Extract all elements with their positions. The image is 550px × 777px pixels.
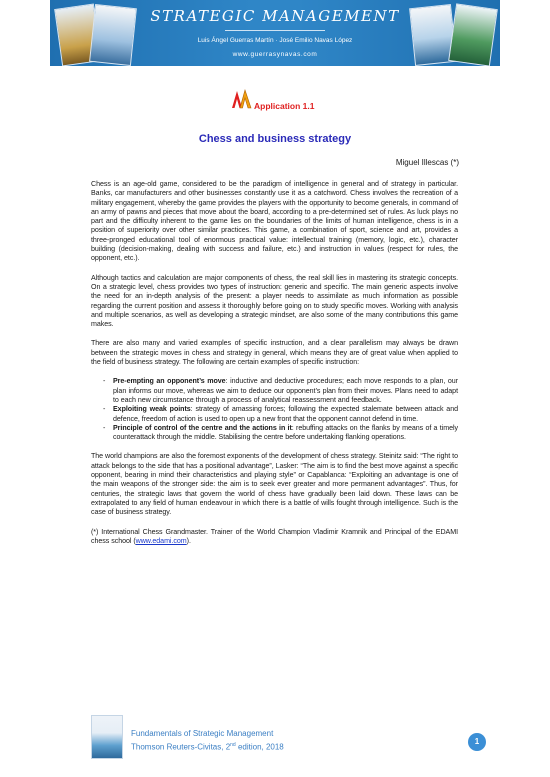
author-name: Miguel Illescas (*) — [395, 158, 459, 167]
paragraph: The world champions are also the foremost exponents of the development of chess strategy. Steinitz said: “The right to attack belongs to the side that has a positional advantage”, Lasker: “The aim is to find the best move against a specific opponent, bearing in mind their characteristics and playing style” or Capablanca: “Exploiting an advantage is one of the main weapons of the stronger side: the aim is to seek ever greater and more permanent advantages”. Thus, for centuries, the strategic laws that govern the world of chess have gradually been laid down. These laws can be extrapolated to any field of human endeavour in which there is a battle of wills fought through intelligence. Such is the case of business strategy. — [91, 452, 458, 517]
application-label: Application 1.1 — [254, 101, 315, 111]
banner-title: STRATEGIC MANAGEMENT — [150, 7, 400, 25]
article-body — [91, 180, 458, 556]
paragraph: Although tactics and calculation are major components of chess, the real skill lies in mastering its strategic concepts. On a strategic level, chess provides two types of instruction: generic and specific. The main generic aspects involve the need for an in-depth analysis of the present: a player needs to assimilate as much information as possible regarding the current position and assess it thoroughly before going on to study specific moves. Working with analysis and multiple scenarios, as well as developing a strategic mindset, are also some of the many contributions this game makes. — [91, 273, 458, 329]
bullet-list — [91, 377, 458, 442]
list-item: - Pre-empting an opponent’s move: inductive and deductive procedures; each move responds to a plan, our plan informs our move, whereas we aim to deduce our opponent’s plan from their moves. Plans need to adapt to each new circumstance through a process of analytical reassessment and feedback. — [103, 377, 458, 404]
list-item-term: Exploiting weak points — [113, 405, 191, 414]
paragraph: There are also many and varied examples of specific instruction, and a clear parallelism may always be drawn between the strategic moves in chess and strategy in general, which means they are of great value when applied to the field of business strategy. The following are certain examples of specific instruction: — [91, 339, 458, 367]
page-title: Chess and business strategy — [198, 133, 352, 145]
list-item-text: : strategy of amassing forces; following the expected stalemate between attack and defence, freedom of action is used to open up a new front that the opponent cannot defend in time. — [113, 405, 458, 423]
list-item-term: Pre-empting an opponent’s move — [113, 377, 226, 386]
list-item-term: Principle of control of the centre and the actions in it — [113, 423, 292, 432]
footnote-end: ). — [186, 536, 191, 545]
author-footnote — [91, 528, 458, 547]
banner-url-link[interactable]: www.guerrasynavas.com — [232, 51, 318, 58]
footnote-text: (*) International Chess Grandmaster. Trainer of the World Champion Vladimir Kramnik and Principal of the EDAMI chess school ( — [91, 527, 458, 545]
paragraph: Chess is an age-old game, considered to be the paradigm of intelligence in general and of strategy in particular. Banks, car manufacturers and other businesses constantly use it as a catchword. Chess involves the recreation of a military engagement, whereby the game provides the players with the opportunity to become generals, in command of an army of pawns and pieces that move about the board, according to a pre-determined set of rules. As luck plays no part and the difficulty inherent to the game lies on the boundaries of the limits of human intelligence, chess is in a position of superiority over other similar practices. This game, a combination of sport, science and art, provides a three-pronged educational tool of enormous practical value: intellectual training (memory, logic, etc.), character building (decision-making, dealing with success and failure, etc.) and instruction in values (respect for rules, the opponent, etc.). — [91, 180, 458, 263]
list-item: - Principle of control of the centre and the actions in it: rebuffing attacks on the flanks by means of a timely counterattack through the middle. Stabilising the centre before undertaking flanking operations. — [103, 423, 458, 442]
header-banner — [50, 0, 500, 66]
list-item-text: : rebuffing attacks on the flanks by means of a timely counterattack through the middle. Stabilising the centre before undertaking flanking operations. — [113, 423, 458, 442]
banner-divider — [225, 30, 325, 31]
edami-link[interactable]: www.edami.com — [135, 536, 187, 545]
banner-authors: Luis Ángel Guerras Martín · José Emilio Navas López — [197, 37, 353, 44]
footer-publisher: Thomson Reuters-Civitas, 2nd edition, 2018 — [131, 742, 284, 752]
application-logo-icon — [231, 88, 253, 110]
footer-book-cover-image — [91, 715, 123, 759]
list-item-text: : inductive and deductive procedures; each move responds to a plan, our plan informs our move, whereas we aim to deduce our opponent’s plan from their moves. Plans need to adapt to each new circumstance through a process of analytical reassessment and feedback. — [113, 377, 458, 404]
page-number-badge: 1 — [468, 733, 486, 751]
list-item: - Exploiting weak points: strategy of amassing forces; following the expected stalemate between attack and defence, freedom of action is used to open up a new front that the opponent cannot defend in time. — [103, 405, 458, 423]
footer-book-title: Fundamentals of Strategic Management — [131, 729, 274, 738]
